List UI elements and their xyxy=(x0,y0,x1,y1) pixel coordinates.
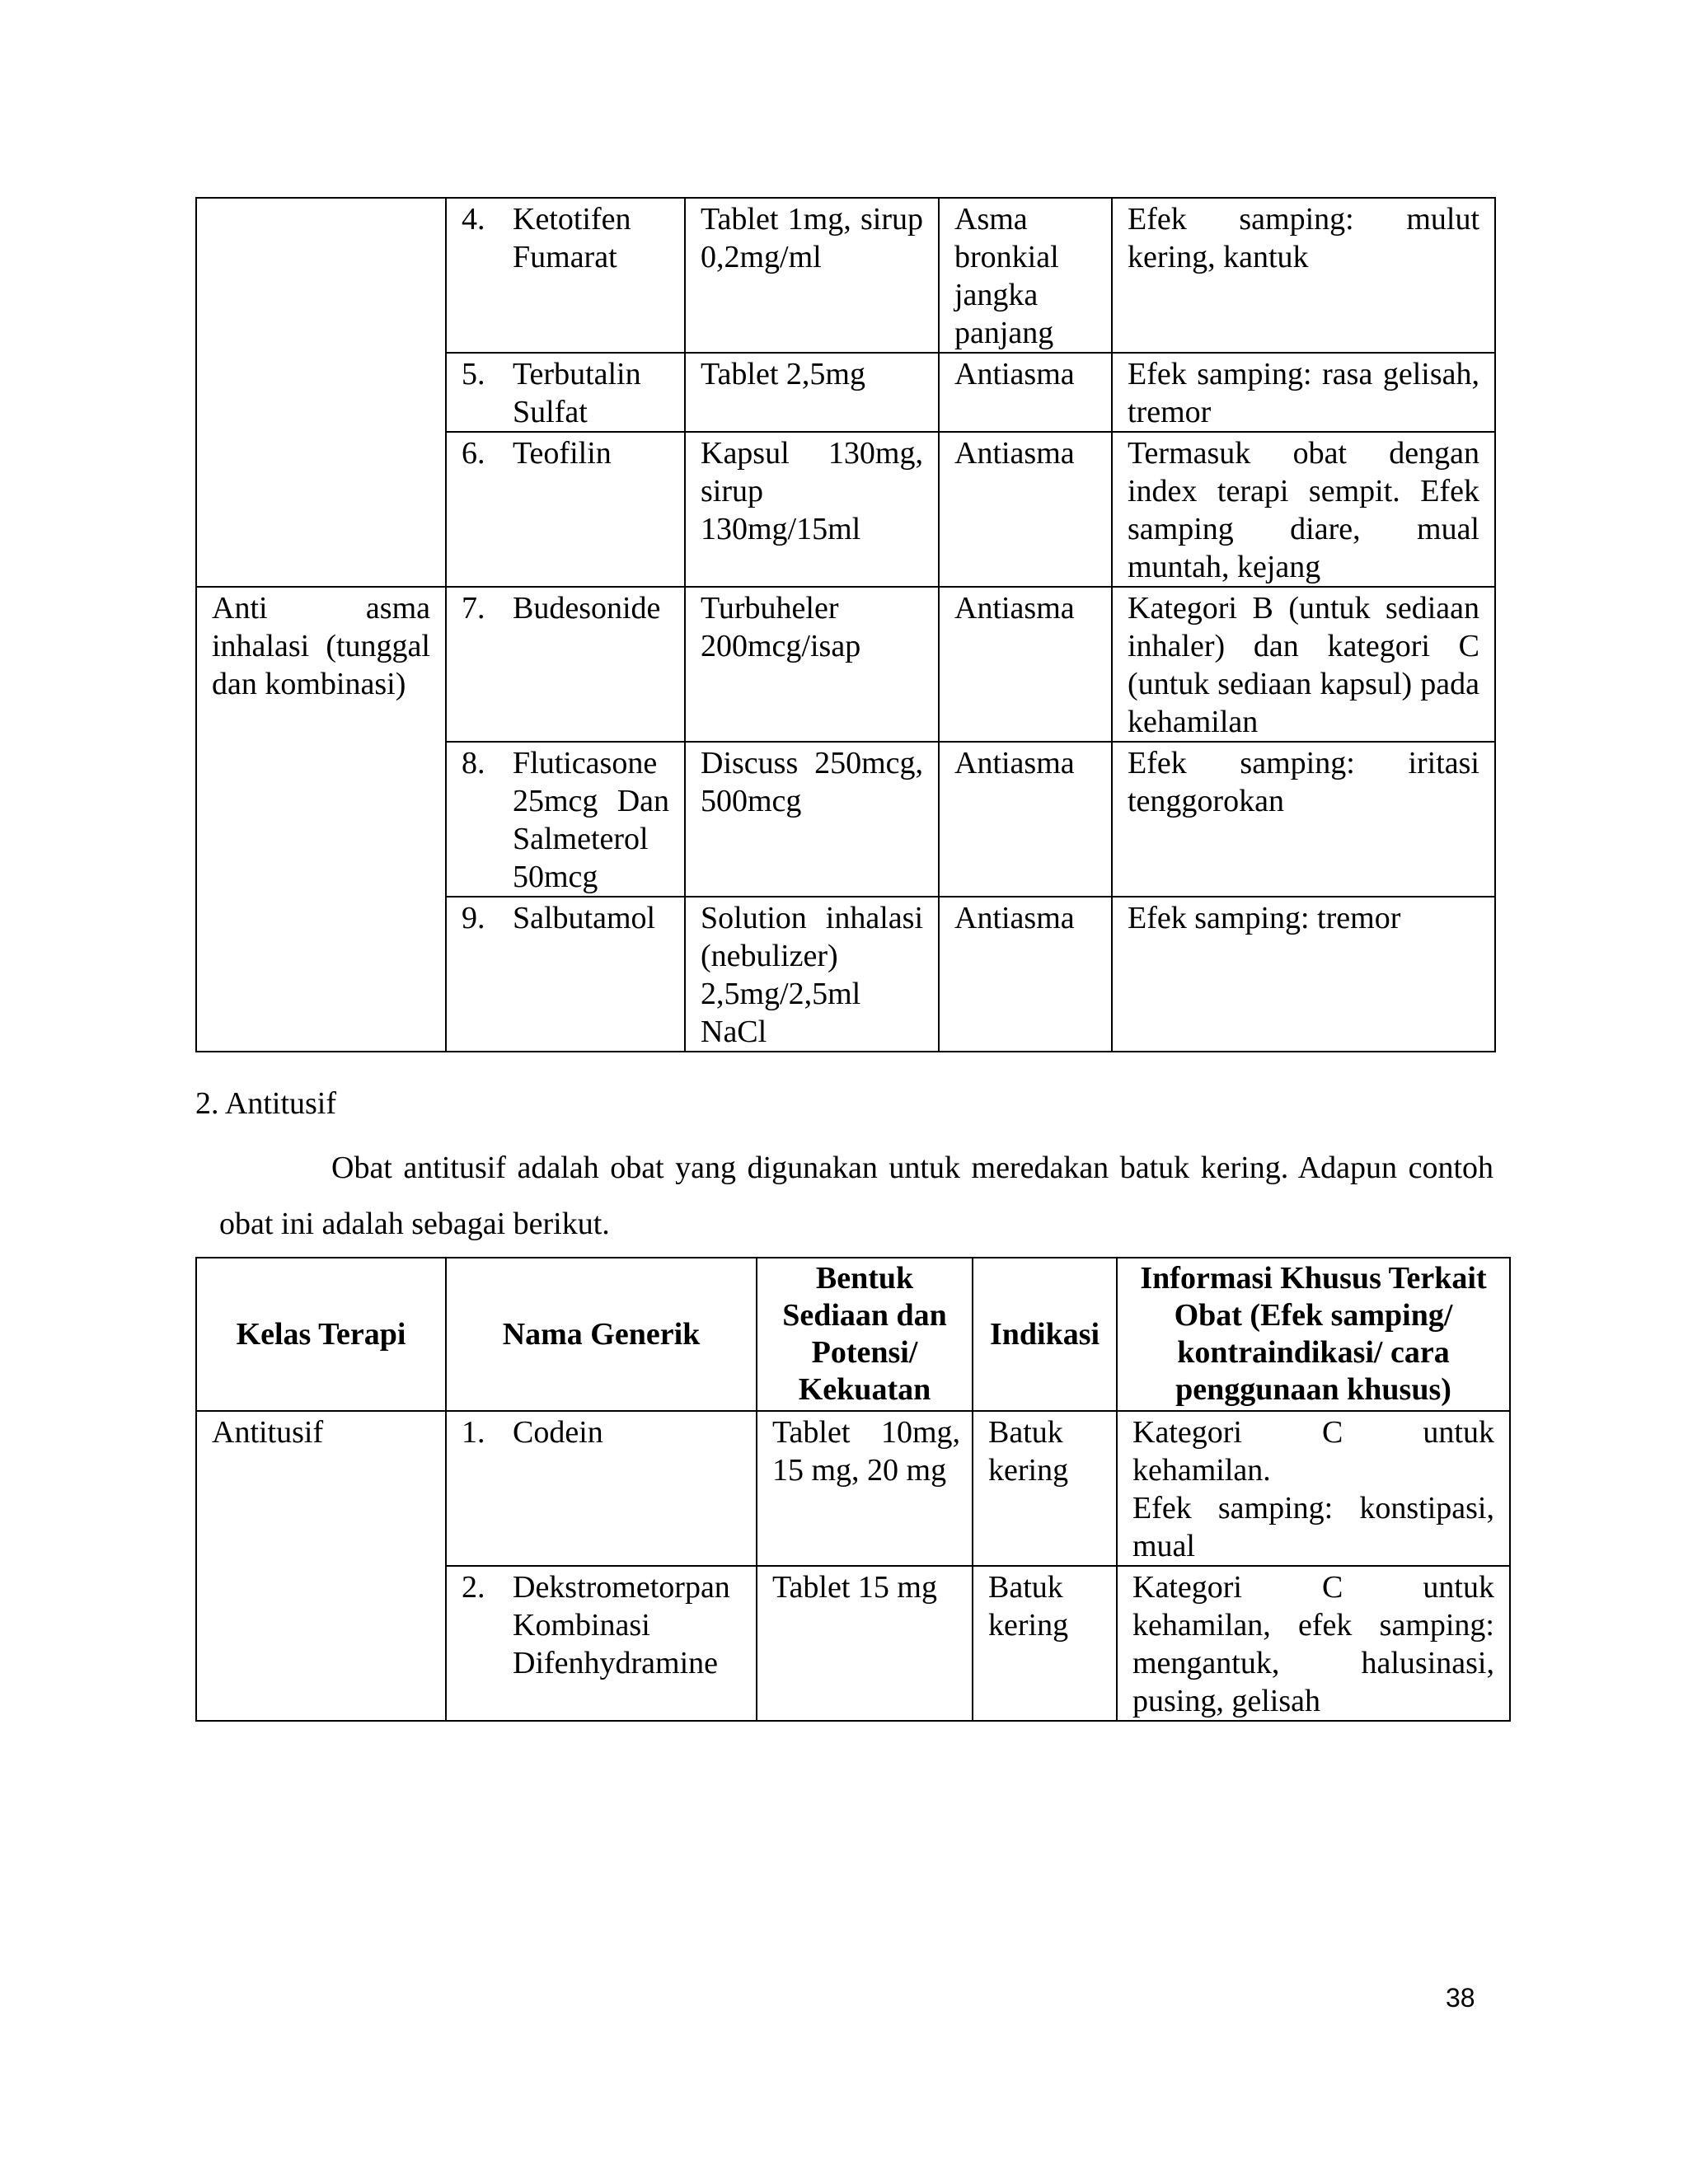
generic-name: Terbutalin Sulfat xyxy=(513,357,641,429)
item-number: 7. xyxy=(462,591,485,626)
class-cell xyxy=(196,198,446,353)
generic-name-cell xyxy=(446,432,685,587)
dosage-form: Discuss 250mcg, 500mcg xyxy=(685,742,939,897)
item-number: 6. xyxy=(462,436,485,471)
table-row xyxy=(196,432,1495,587)
item-number: 8. xyxy=(462,746,485,780)
antitussive-drug-table xyxy=(195,1257,1511,1722)
table-row xyxy=(196,198,1495,353)
page-number: 38 xyxy=(1446,1983,1475,2013)
generic-name: Ketotifen Fumarat xyxy=(513,202,631,274)
special-info xyxy=(1117,1411,1510,1566)
class-cell xyxy=(196,432,446,587)
class-cell xyxy=(196,742,446,897)
generic-name: Codein xyxy=(513,1415,603,1450)
indication: Antiasma xyxy=(939,587,1112,742)
therapy-class-label: Anti asma inhalasi (tunggal dan kombinasi) xyxy=(212,591,430,701)
dosage-form: Kapsul 130mg, sirup 130mg/15ml xyxy=(685,432,939,587)
generic-name: Fluticasone 25mcg Dan Salmeterol 50mcg xyxy=(513,746,669,894)
indication: Batuk kering xyxy=(973,1411,1117,1566)
item-number: 2. xyxy=(462,1570,485,1605)
section-title: 2. Antitusif xyxy=(195,1086,337,1121)
item-number: 5. xyxy=(462,357,485,391)
generic-name-cell xyxy=(446,897,685,1052)
generic-name: Dekstrometorpan Kombinasi Difenhydramine xyxy=(513,1570,730,1680)
generic-name-cell xyxy=(446,353,685,432)
table-row xyxy=(196,742,1495,897)
generic-name-cell xyxy=(446,1566,757,1721)
class-cell xyxy=(196,897,446,1052)
dosage-form: Tablet 1mg, sirup 0,2mg/ml xyxy=(685,198,939,353)
dosage-form: Solution inhalasi (nebulizer) 2,5mg/2,5ml NaCl xyxy=(685,897,939,1052)
class-cell xyxy=(196,353,446,432)
item-number: 1. xyxy=(462,1415,485,1450)
indication: Asma bronkial jangka panjang xyxy=(939,198,1112,353)
generic-name-cell xyxy=(446,1411,757,1566)
indication: Batuk kering xyxy=(973,1566,1117,1721)
asthma-drug-table xyxy=(195,197,1496,1052)
generic-name-cell xyxy=(446,742,685,897)
special-info-line: Efek samping: konstipasi, mual xyxy=(1132,1491,1494,1563)
special-info: Efek samping: rasa gelisah, tremor xyxy=(1112,353,1495,432)
table-row xyxy=(196,897,1495,1052)
special-info-line: Kategori C untuk kehamilan. xyxy=(1132,1415,1494,1488)
generic-name: Teofilin xyxy=(513,436,612,471)
dosage-form: Tablet 10mg, 15 mg, 20 mg xyxy=(757,1411,973,1566)
class-label-cell xyxy=(196,1411,446,1566)
indication: Antiasma xyxy=(939,897,1112,1052)
dosage-form: Turbuheler 200mcg/isap xyxy=(685,587,939,742)
special-info xyxy=(1117,1566,1510,1721)
indication: Antiasma xyxy=(939,432,1112,587)
dosage-form: Tablet 15 mg xyxy=(757,1566,973,1721)
generic-name-cell xyxy=(446,198,685,353)
indication: Antiasma xyxy=(939,742,1112,897)
header-row xyxy=(196,1258,1510,1411)
header-informasi-khusus: Informasi Khusus Terkait Obat (Efek samping/ kontraindikasi/ cara penggunaan khusus) xyxy=(1117,1258,1510,1411)
header-nama-generik: Nama Generik xyxy=(446,1258,757,1411)
dosage-form: Tablet 2,5mg xyxy=(685,353,939,432)
special-info: Kategori B (untuk sediaan inhaler) dan kategori C (untuk sediaan kapsul) pada kehamilan xyxy=(1112,587,1495,742)
special-info: Termasuk obat dengan index terapi sempit. Efek samping diare, mual muntah, kejang xyxy=(1112,432,1495,587)
table-row xyxy=(196,587,1495,742)
generic-name: Salbutamol xyxy=(513,901,656,935)
header-kelas-terapi: Kelas Terapi xyxy=(196,1258,446,1411)
section-paragraph: Obat antitusif adalah obat yang digunakan untuk meredakan batuk kering. Adapun contoh obat ini adalah sebagai berikut. xyxy=(219,1151,1493,1241)
item-number: 4. xyxy=(462,202,485,237)
generic-name-cell xyxy=(446,587,685,742)
table-row xyxy=(196,1566,1510,1721)
table-row xyxy=(196,353,1495,432)
indication: Antiasma xyxy=(939,353,1112,432)
class-cell xyxy=(196,1566,446,1721)
therapy-class-label: Antitusif xyxy=(212,1415,324,1450)
special-info: Efek samping: tremor xyxy=(1112,897,1495,1052)
table-row xyxy=(196,1411,1510,1566)
special-info: Efek samping: mulut kering, kantuk xyxy=(1112,198,1495,353)
generic-name: Budesonide xyxy=(513,591,661,626)
special-info-line: Kategori C untuk kehamilan, efek samping: mengantuk, halusinasi, pusing, gelisah xyxy=(1132,1570,1494,1718)
item-number: 9. xyxy=(462,901,485,935)
header-bentuk-sediaan: Bentuk Sediaan dan Potensi/ Kekuatan xyxy=(757,1258,973,1411)
special-info: Efek samping: iritasi tenggorokan xyxy=(1112,742,1495,897)
class-label-cell xyxy=(196,587,446,742)
header-indikasi: Indikasi xyxy=(973,1258,1117,1411)
